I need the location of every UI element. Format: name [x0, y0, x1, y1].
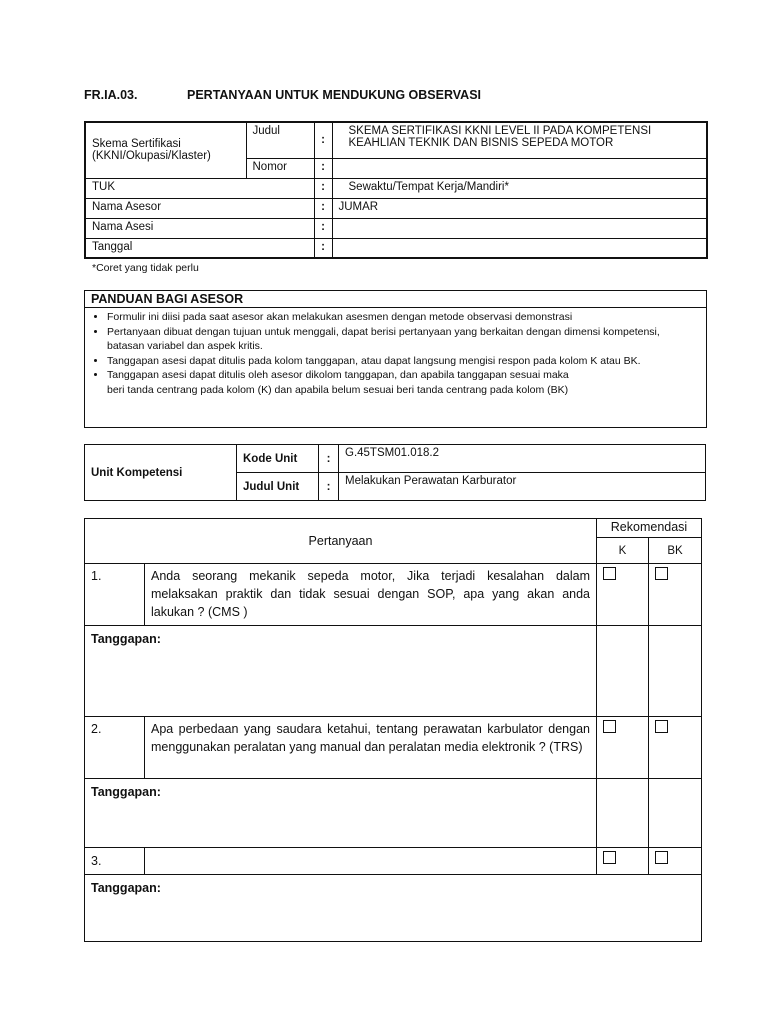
header-rekomendasi: Rekomendasi — [597, 519, 702, 538]
bk-checkbox[interactable] — [655, 720, 668, 733]
kode-unit-value[interactable]: G.45TSM01.018.2 — [339, 445, 706, 473]
colon: : — [314, 158, 332, 178]
k-checkbox[interactable] — [603, 851, 616, 864]
bk-checkbox[interactable] — [655, 851, 668, 864]
bk-cell — [649, 848, 702, 875]
bk-cell — [649, 717, 702, 779]
question-number: 1. — [85, 564, 145, 626]
asesi-value[interactable] — [332, 218, 707, 238]
tanggapan-label[interactable]: Tanggapan: — [85, 875, 702, 942]
colon: : — [314, 122, 332, 158]
colon: : — [314, 178, 332, 198]
tanggal-value[interactable] — [332, 238, 707, 258]
k-cell — [597, 564, 649, 626]
judul-value-line-2: KEAHLIAN TEKNIK DAN BISNIS SEPEDA MOTOR — [348, 137, 614, 149]
colon: : — [319, 473, 339, 501]
guide-item: • Formulir ini diisi pada saat asesor akan melakukan asesmen dengan metode observasi demonstrasi — [107, 310, 700, 325]
skema-label-2: (KKNI/Okupasi/Klaster) — [92, 150, 211, 163]
asesor-label: Nama Asesor — [85, 198, 314, 218]
tanggal-label: Tanggal — [85, 238, 314, 258]
tuk-label: TUK — [85, 178, 314, 198]
tanggapan-label[interactable]: Tanggapan: — [85, 779, 597, 848]
skema-label-cell — [85, 122, 246, 178]
header-k: K — [597, 538, 649, 564]
guide-body — [85, 308, 707, 428]
asesi-label: Nama Asesi — [85, 218, 314, 238]
judul-value-line-1: SKEMA SERTIFIKASI KKNI LEVEL II PADA KOMPETENSI — [348, 125, 652, 137]
question-text: Anda seorang mekanik sepeda motor, Jika terjadi kesalahan dalam melaksakan praktik dan tidak sesuai dengan SOP, apa yang akan anda lakukan ? (CMS ) — [145, 564, 597, 626]
guide-table — [84, 290, 707, 428]
header-pertanyaan: Pertanyaan — [85, 519, 597, 564]
form-code: FR.IA.03. — [84, 88, 138, 102]
bk-checkbox[interactable] — [655, 567, 668, 580]
k-checkbox[interactable] — [603, 567, 616, 580]
colon: : — [314, 218, 332, 238]
k-cell — [597, 848, 649, 875]
question-text — [145, 848, 597, 875]
bk-response-cell — [649, 779, 702, 848]
asesor-value[interactable]: JUMAR — [332, 198, 707, 218]
guide-item: • Tanggapan asesi dapat ditulis pada kolom tanggapan, atau dapat langsung mengisi respon pada kolom K atau BK. — [107, 354, 700, 369]
judul-value[interactable] — [332, 122, 707, 158]
question-number: 2. — [85, 717, 145, 779]
colon: : — [314, 198, 332, 218]
bk-cell — [649, 564, 702, 626]
colon: : — [319, 445, 339, 473]
guide-item: • Tanggapan asesi dapat ditulis oleh asesor dikolom tanggapan, dan apabila tanggapan sesuai maka beri tanda centrang pada kolom (K) dan apabila belum sesuai beri tanda centrang pada kolom (BK) — [107, 368, 700, 397]
info-table — [84, 121, 708, 259]
nomor-value[interactable] — [332, 158, 707, 178]
tanggapan-label[interactable]: Tanggapan: — [85, 626, 597, 717]
tuk-value[interactable]: Sewaktu/Tempat Kerja/Mandiri* — [332, 178, 707, 198]
k-response-cell — [597, 779, 649, 848]
skema-label-1: Skema Sertifikasi — [92, 138, 181, 151]
guide-item: • Pertanyaan dibuat dengan tujuan untuk menggali, dapat berisi pertanyaan yang berkaitan dengan dimensi kompetensi, batasan variabel dan aspek kritis. — [107, 325, 700, 354]
question-number: 3. — [85, 848, 145, 875]
footnote: *Coret yang tidak perlu — [92, 262, 199, 274]
unit-label: Unit Kompetensi — [85, 445, 237, 501]
questions-table — [84, 518, 702, 942]
k-cell — [597, 717, 649, 779]
nomor-label: Nomor — [246, 158, 314, 178]
form-title: PERTANYAAN UNTUK MENDUKUNG OBSERVASI — [187, 88, 482, 102]
colon: : — [314, 238, 332, 258]
k-response-cell — [597, 626, 649, 717]
guide-list — [85, 308, 706, 401]
judul-unit-label: Judul Unit — [237, 473, 319, 501]
unit-table — [84, 444, 706, 501]
kode-unit-label: Kode Unit — [237, 445, 319, 473]
judul-label: Judul — [246, 122, 314, 158]
guide-title: PANDUAN BAGI ASESOR — [85, 291, 707, 308]
question-text: Apa perbedaan yang saudara ketahui, tentang perawatan karbulator dengan menggunakan peralatan yang manual dan peralatan media elektronik ? (TRS) — [145, 717, 597, 779]
header-bk: BK — [649, 538, 702, 564]
bk-response-cell — [649, 626, 702, 717]
k-checkbox[interactable] — [603, 720, 616, 733]
judul-unit-value[interactable]: Melakukan Perawatan Karburator — [339, 473, 706, 501]
